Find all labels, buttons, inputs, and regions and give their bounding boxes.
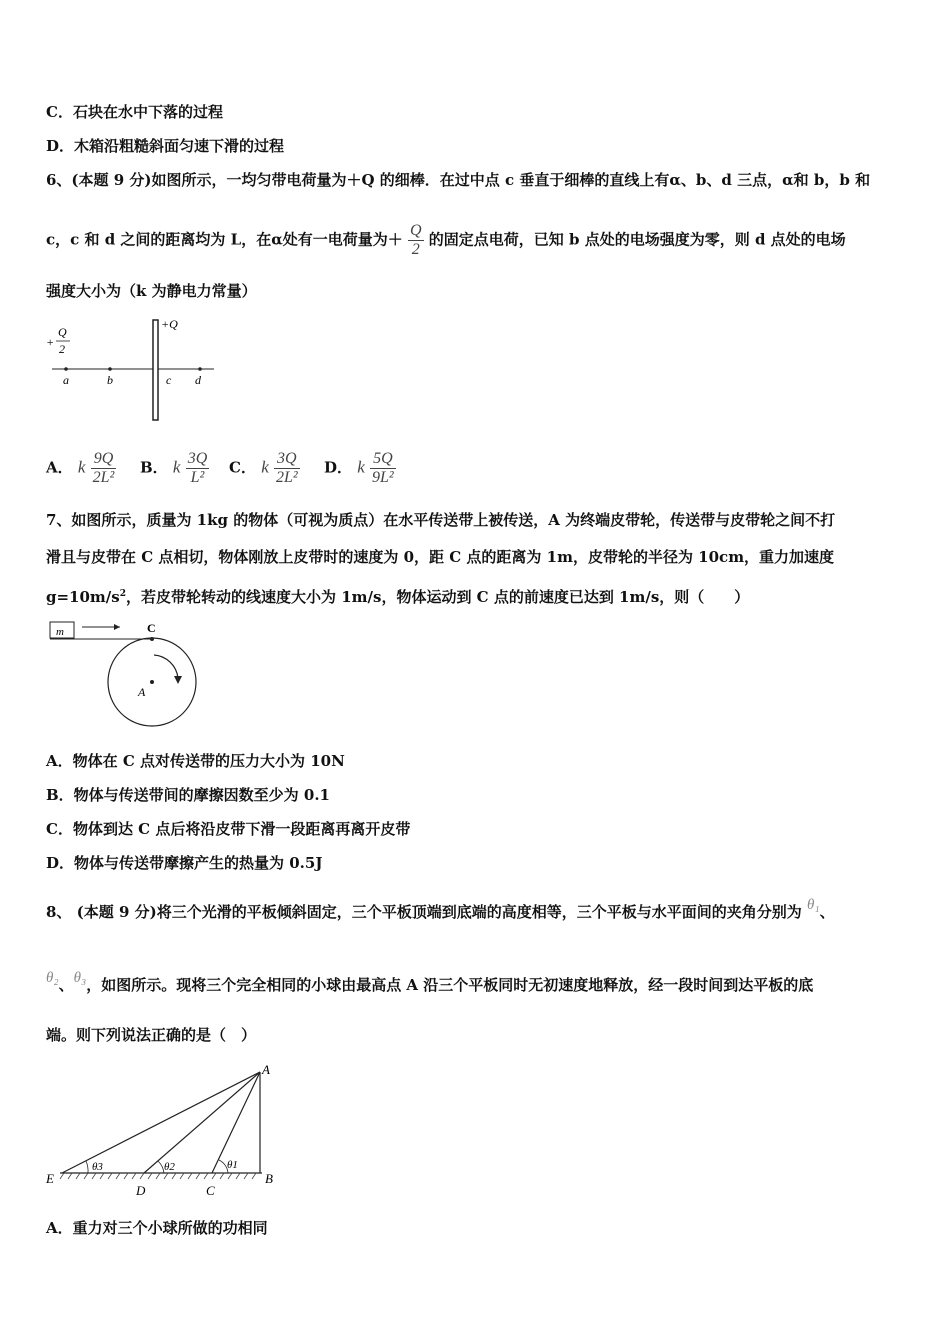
fraction-num: 3Q: [274, 450, 300, 469]
fraction-den: 2L²: [92, 469, 115, 486]
fraction-num: 5Q: [370, 450, 396, 469]
q6-text-part1: c，c 和 d 之间的距离均为 L，在α处有一电荷量为＋: [46, 230, 403, 249]
fraction-den: L²: [190, 469, 205, 486]
option-fraction: [274, 450, 300, 487]
option-fraction: [186, 450, 210, 487]
q-over-2-fraction: [408, 222, 424, 259]
fraction-num: Q: [409, 222, 422, 239]
fig8-label-b: B: [265, 1171, 273, 1186]
fig8-label-a: A: [262, 1062, 270, 1077]
fig7-label-a: A: [138, 685, 146, 699]
fig6-point-d: [198, 367, 202, 371]
fig6-point-a: [64, 367, 68, 371]
q7-accel-text: g=10m/s: [46, 588, 120, 606]
q8-sep: 、: [58, 976, 74, 994]
theta1-symbol: θ₁: [806, 897, 820, 913]
q7-option-b: B．物体与传送带间的摩擦因数至少为 0.1: [46, 786, 330, 804]
fig7-center-a: [150, 680, 154, 684]
fraction-den: 2L²: [275, 469, 298, 486]
fig6-point-b: [108, 367, 112, 371]
theta3-symbol: θ₃: [73, 970, 87, 986]
fig8-label-d: D: [136, 1183, 146, 1198]
k-const: k: [172, 457, 181, 477]
fig6-label-c: c: [166, 373, 172, 387]
fig7-label-c: C: [147, 621, 156, 635]
option-label: A．: [46, 458, 73, 477]
fraction-den: 9L²: [372, 469, 394, 486]
q8-line-1: [46, 897, 835, 923]
q6-line-1: 6、(本题 9 分)如图所示，一均匀带电荷量为＋Q 的细棒．在过中点 c 垂直于细棒的直线上有α、b、d 三点，α和 b，b 和: [46, 171, 871, 189]
fig6-label-b: b: [107, 373, 113, 387]
option-fraction: [91, 450, 117, 487]
fig8-ground-hatch: [60, 1173, 256, 1179]
fraction-num: 3Q: [187, 450, 208, 467]
q8-figure: [40, 1060, 290, 1200]
q8-line-2-text: ，如图所示。现将三个完全相同的小球由最高点 A 沿三个平板同时无初速度地释放，经一段时间到达平板的底: [86, 976, 814, 994]
option-label: B．: [140, 458, 168, 477]
fig6-label-d: d: [195, 373, 201, 387]
fig8-plane-ac: [212, 1072, 260, 1173]
q8-line-3: 端。则下列说法正确的是（ ）: [46, 1026, 257, 1044]
q8-line-2: [46, 970, 814, 996]
fig8-label-c: C: [206, 1183, 215, 1198]
fig6-charge-den: 2: [59, 342, 65, 356]
fig8-theta1: θ1: [227, 1159, 238, 1171]
fig7-block-label: m: [56, 626, 64, 638]
fig6-rod: [153, 320, 158, 420]
q7-accel-sup: 2: [119, 589, 126, 599]
fig7-rotation-arrow: [154, 655, 178, 678]
k-const: k: [77, 457, 86, 477]
q6-text-part2: 的固定点电荷，已知 b 点处的电场强度为零，则 d 点处的电场: [428, 230, 846, 249]
option-c-prev: C．石块在水中下落的过程: [46, 103, 223, 121]
q8-line-1-text: 8、 (本题 9 分)将三个光滑的平板倾斜固定，三个平板顶端到底端的高度相等，三个平板与水平面间的夹角分别为: [46, 903, 802, 921]
q6-line-2: [46, 222, 846, 259]
fig8-theta2: θ2: [164, 1161, 175, 1173]
option-label: D．: [324, 458, 353, 477]
q6-figure: [44, 312, 224, 422]
fig8-arc-theta3: [86, 1161, 88, 1173]
q7-option-a: A．物体在 C 点对传送带的压力大小为 10N: [46, 752, 345, 770]
fraction-num: 9Q: [91, 450, 117, 469]
q6-option-c: [229, 450, 300, 487]
q8-option-a: A．重力对三个小球所做的功相同: [46, 1219, 268, 1237]
k-const: k: [357, 457, 365, 477]
fig6-charge-num: Q: [58, 325, 67, 339]
q6-option-a: [46, 450, 116, 487]
q7-line-1: 7、如图所示，质量为 1kg 的物体（可视为质点）在水平传送带上被传送，A 为终端皮带轮，传送带与皮带轮之间不打: [46, 511, 836, 529]
fig8-theta3: θ3: [92, 1161, 103, 1173]
option-d-prev: D．木箱沿粗糙斜面匀速下滑的过程: [46, 137, 285, 155]
q7-line-3: [46, 584, 749, 607]
q7-option-c: C．物体到达 C 点后将沿皮带下滑一段距离再离开皮带: [46, 820, 411, 838]
q6-option-d: [324, 450, 396, 487]
q8-line-1-tail: 、: [819, 903, 835, 921]
fig6-plus: +: [46, 335, 55, 349]
q7-line-2: 滑且与皮带在 C 点相切，物体刚放上皮带时的速度为 0，距 C 点的距离为 1m，皮带轮的半径为 10cm，重力加速度: [46, 548, 835, 566]
fig6-rod-label: +Q: [161, 317, 178, 331]
q7-option-d: D．物体与传送带摩擦产生的热量为 0.5J: [46, 854, 323, 872]
q6-option-b: [140, 450, 209, 487]
fig8-label-e: E: [46, 1171, 54, 1186]
fig7-rotation-arrow-head: [174, 676, 182, 684]
q7-figure: [44, 614, 204, 732]
k-const: k: [261, 457, 269, 477]
fraction-den: 2: [411, 241, 420, 258]
option-fraction: [370, 450, 396, 487]
q6-line-3: 强度大小为（k 为静电力常量）: [46, 282, 257, 300]
fig7-belt-arrow-head: [114, 624, 120, 630]
theta2-symbol: θ₂: [46, 970, 59, 986]
option-label: C．: [229, 458, 256, 477]
q7-line-3-rest: ，若皮带轮转动的线速度大小为 1m/s，物体运动到 C 点的前速度已达到 1m/s，则（ ）: [126, 588, 750, 606]
fig6-label-a: a: [63, 373, 69, 387]
